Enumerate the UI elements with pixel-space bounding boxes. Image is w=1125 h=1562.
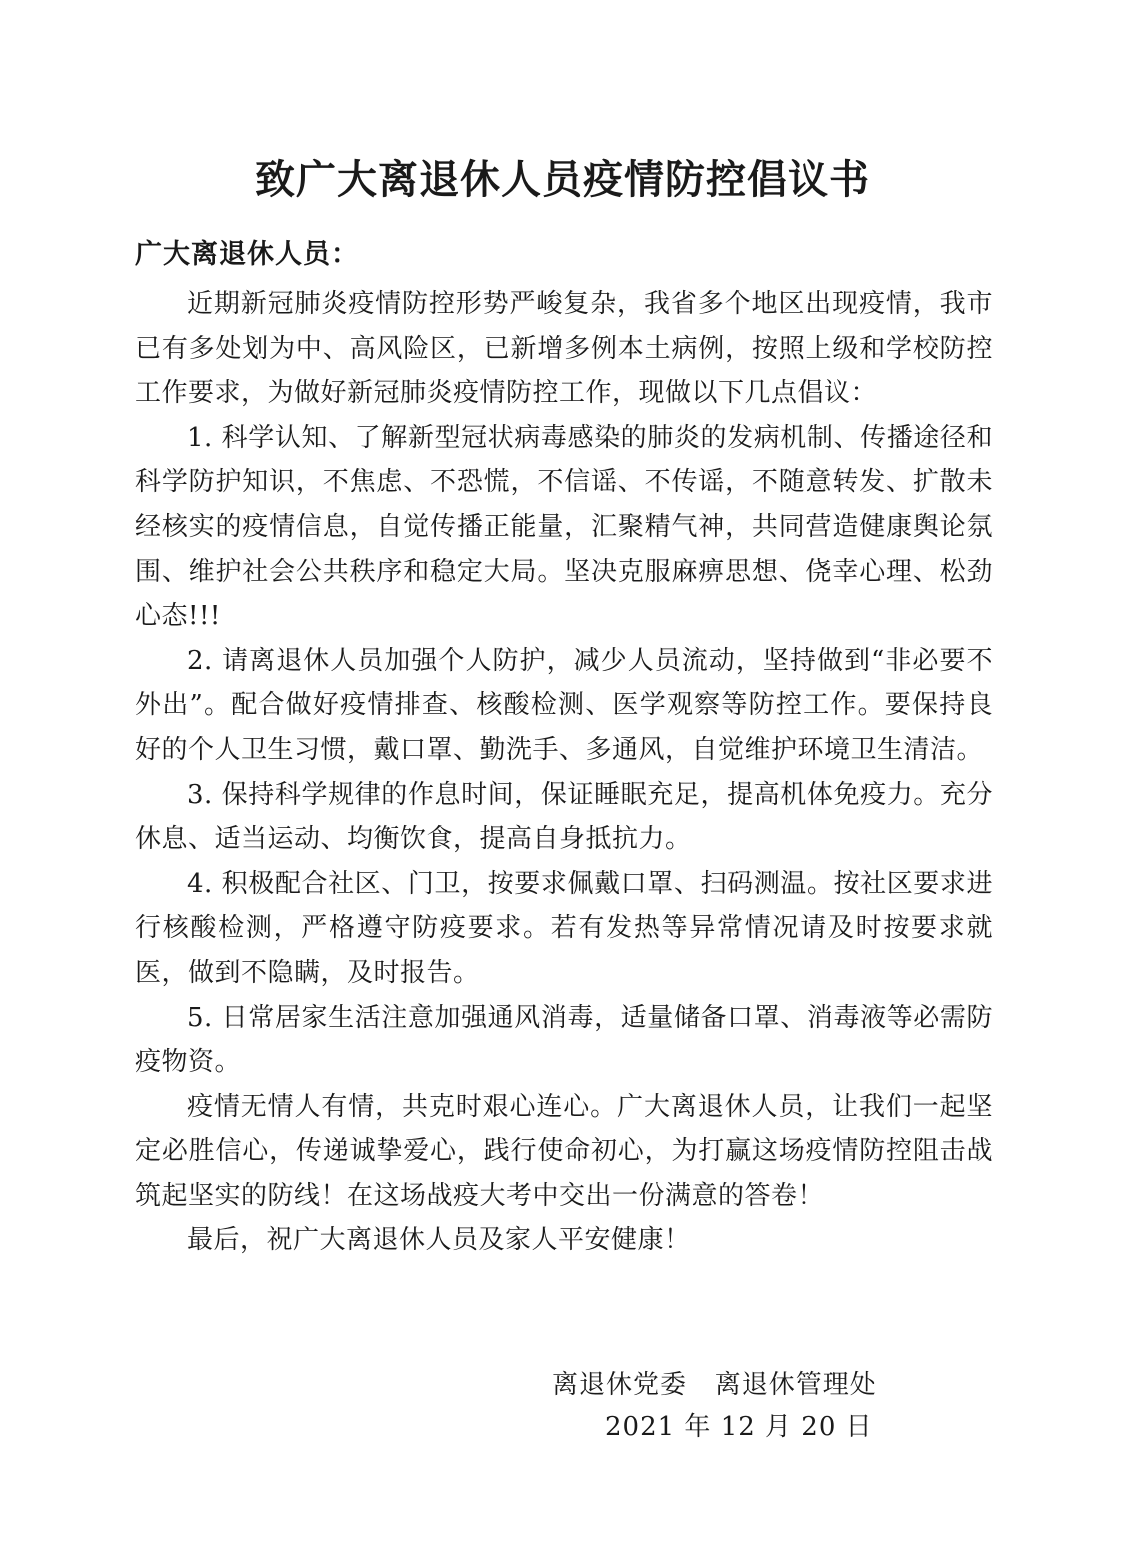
signature-organizations: 离退休党委 离退休管理处 [552,1370,877,1400]
paragraph-closing: 疫情无情人有情，共克时艰心连心。广大离退休人员，让我们一起坚定必胜信心，传递诚挚爱心，践行使命初心，为打赢这场疫情防控阻击战筑起坚实的防线！在这场战疫大考中交出一份满意的答卷！ [135,1091,993,1211]
paragraph-item-4: 4. 积极配合社区、门卫，按要求佩戴口罩、扫码测温。按社区要求进行核酸检测，严格遵守防疫要求。若有发热等异常情况请及时按要求就医，做到不隐瞒，及时报告。 [135,868,993,988]
paragraph-intro: 近期新冠肺炎疫情防控形势严峻复杂，我省多个地区出现疫情，我市已有多处划为中、高风险区，已新增多例本土病例，按照上级和学校防控工作要求，为做好新冠肺炎疫情防控工作，现做以下几点倡议： [135,289,993,409]
paragraph-wishes: 最后，祝广大离退休人员及家人平安健康！ [187,1225,691,1256]
document-body [135,282,993,1263]
signature-date: 2021 年 12 月 20 日 [605,1412,873,1442]
paragraph-item-2: 2. 请离退休人员加强个人防护，减少人员流动，坚持做到“非必要不外出”。配合做好疫情排查、核酸检测、医学观察等防控工作。要保持良好的个人卫生习惯，戴口罩、勤洗手、多通风，自觉维护环境卫生清洁。 [135,645,993,765]
document-title: 致广大离退休人员疫情防控倡议书 [255,157,870,203]
paragraph-item-5: 5. 日常居家生活注意加强通风消毒，适量储备口罩、消毒液等必需防疫物资。 [135,1002,993,1078]
paragraph-item-3: 3. 保持科学规律的作息时间，保证睡眠充足，提高机体免疫力。充分休息、适当运动、均衡饮食，提高自身抵抗力。 [135,779,993,855]
paragraph-item-1: 1. 科学认知、了解新型冠状病毒感染的肺炎的发病机制、传播途径和科学防护知识，不焦虑、不恐慌，不信谣、不传谣，不随意转发、扩散未经核实的疫情信息，自觉传播正能量，汇聚精气神，共同营造健康舆论氛围、维护社会公共秩序和稳定大局。坚决克服麻痹思想、侥幸心理、松劲心态!!! [135,422,993,632]
salutation: 广大离退休人员： [135,239,359,270]
